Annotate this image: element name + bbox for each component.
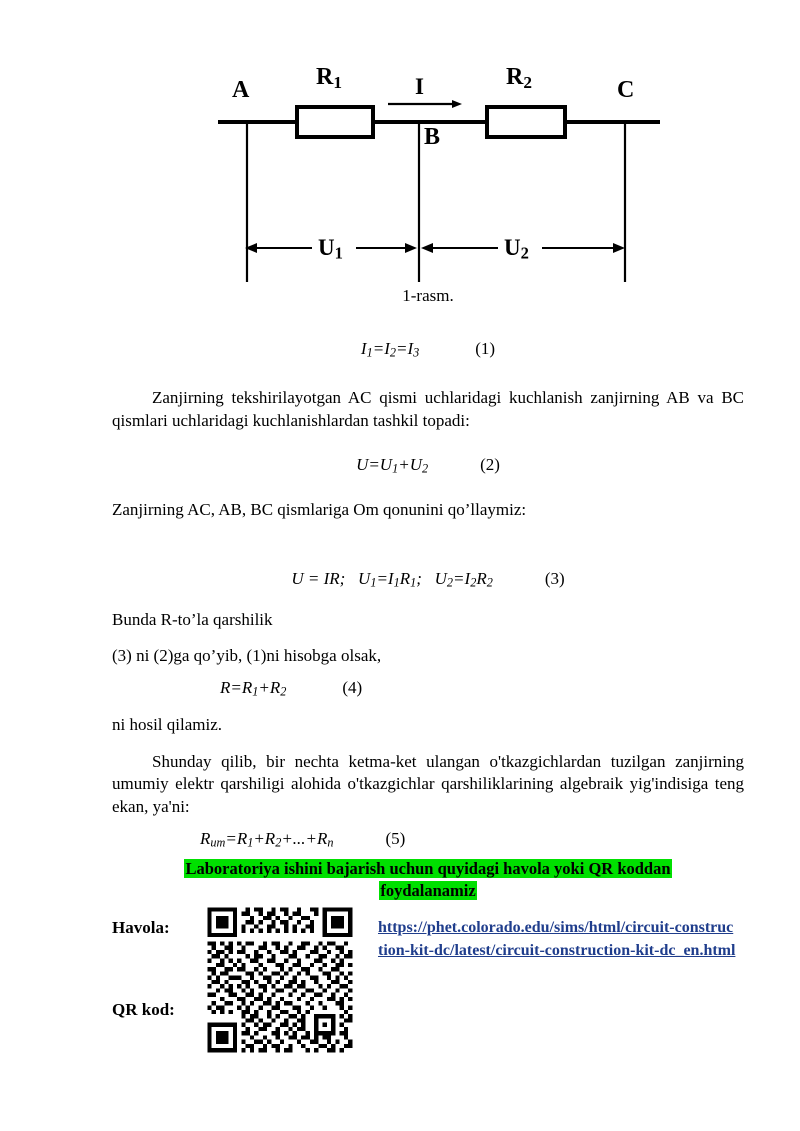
highlighted-banner [112,858,744,903]
equation-1 [112,338,744,361]
label-voltage-u2-letter: U [504,235,521,260]
havola-label: Havola: [112,918,170,937]
label-current-i: I [415,74,424,99]
phet-link-text[interactable]: https://phet.colorado.edu/sims/html/circuit-construction-kit-dc/latest/circuit-construction-kit-dc_en.html [378,919,736,960]
resistor-r1-box [297,107,373,137]
banner-line-2: foydalanamiz [380,881,476,901]
equation-3 [112,568,744,591]
paragraph-6: Shunday qilib, bir nechta ketma-ket ulangan o'tkazgichlardan tuzilgan zanjirning umumiy elektr qarshiligi alohida o'tkazgichlar qarshiliklarining algebraik yig'indisiga teng ekan, ya'ni: [112,751,744,816]
label-resistor-r1 [316,64,342,93]
paragraph-3: Bunda R-to’la qarshilik [112,609,273,629]
phet-link[interactable] [378,916,738,962]
equation-4-expression: $R=R_1+R_2$ [220,678,287,700]
label-resistor-r2 [506,64,532,93]
label-voltage-u2-subscript: 2 [520,243,529,263]
equation-5 [112,828,744,851]
circuit-figure [0,52,800,282]
equation-1-number: (1) [475,339,496,359]
equation-2-number: (2) [480,455,500,475]
label-resistor-r2-subscript: 2 [523,72,532,92]
document-body [112,286,744,851]
equation-2 [112,454,744,477]
label-voltage-u2 [504,235,529,264]
equation-4 [112,677,744,700]
equation-3-number: (3) [544,568,565,588]
equation-5-expression: $R_{um}=R_1+R_2+...+R_n$ [200,829,334,850]
equation-3-expression: U = IR; $U_1=I_1R_1$; $U_2=I_2R_2$ [291,568,493,590]
label-voltage-u1-letter: U [318,235,335,260]
paragraph-2: Zanjirning AC, AB, BC qismlariga Om qonunini qo’llaymiz: [112,500,527,520]
banner-line-1: Laboratoriya ishini bajarish uchun quyidagi havola yoki QR koddan [185,859,671,878]
label-node-b: B [424,124,441,150]
label-resistor-r2-letter: R [506,64,524,90]
qr-kod-label: QR kod: [112,1000,175,1019]
label-node-a: A [232,77,250,103]
label-resistor-r1-subscript: 1 [333,72,342,92]
paragraph-5: ni hosil qilamiz. [112,715,223,735]
label-resistor-r1-letter: R [316,64,334,90]
qr-code [203,903,361,1061]
label-node-c: C [617,77,635,103]
equation-2-expression: $U=U_1+U_2$ [356,455,429,476]
figure-caption: 1-rasm. [402,286,454,305]
equation-5-number: (5) [385,829,406,849]
label-voltage-u1-subscript: 1 [334,243,343,263]
equation-1-expression: $I_1=I_2=I_3$ [360,339,420,361]
resistor-r2-box [487,107,565,137]
label-voltage-u1 [318,235,343,264]
paragraph-1: Zanjirning tekshirilayotgan AC qismi uchlaridagi kuchlanish zanjirning AB va BC qismlari uchlaridagi kuchlanishlardan tashkil topadi: [112,388,744,430]
paragraph-4: (3) ni (2)ga qo’yib, (1)ni hisobga olsak, [112,646,382,666]
equation-4-number: (4) [342,678,363,698]
